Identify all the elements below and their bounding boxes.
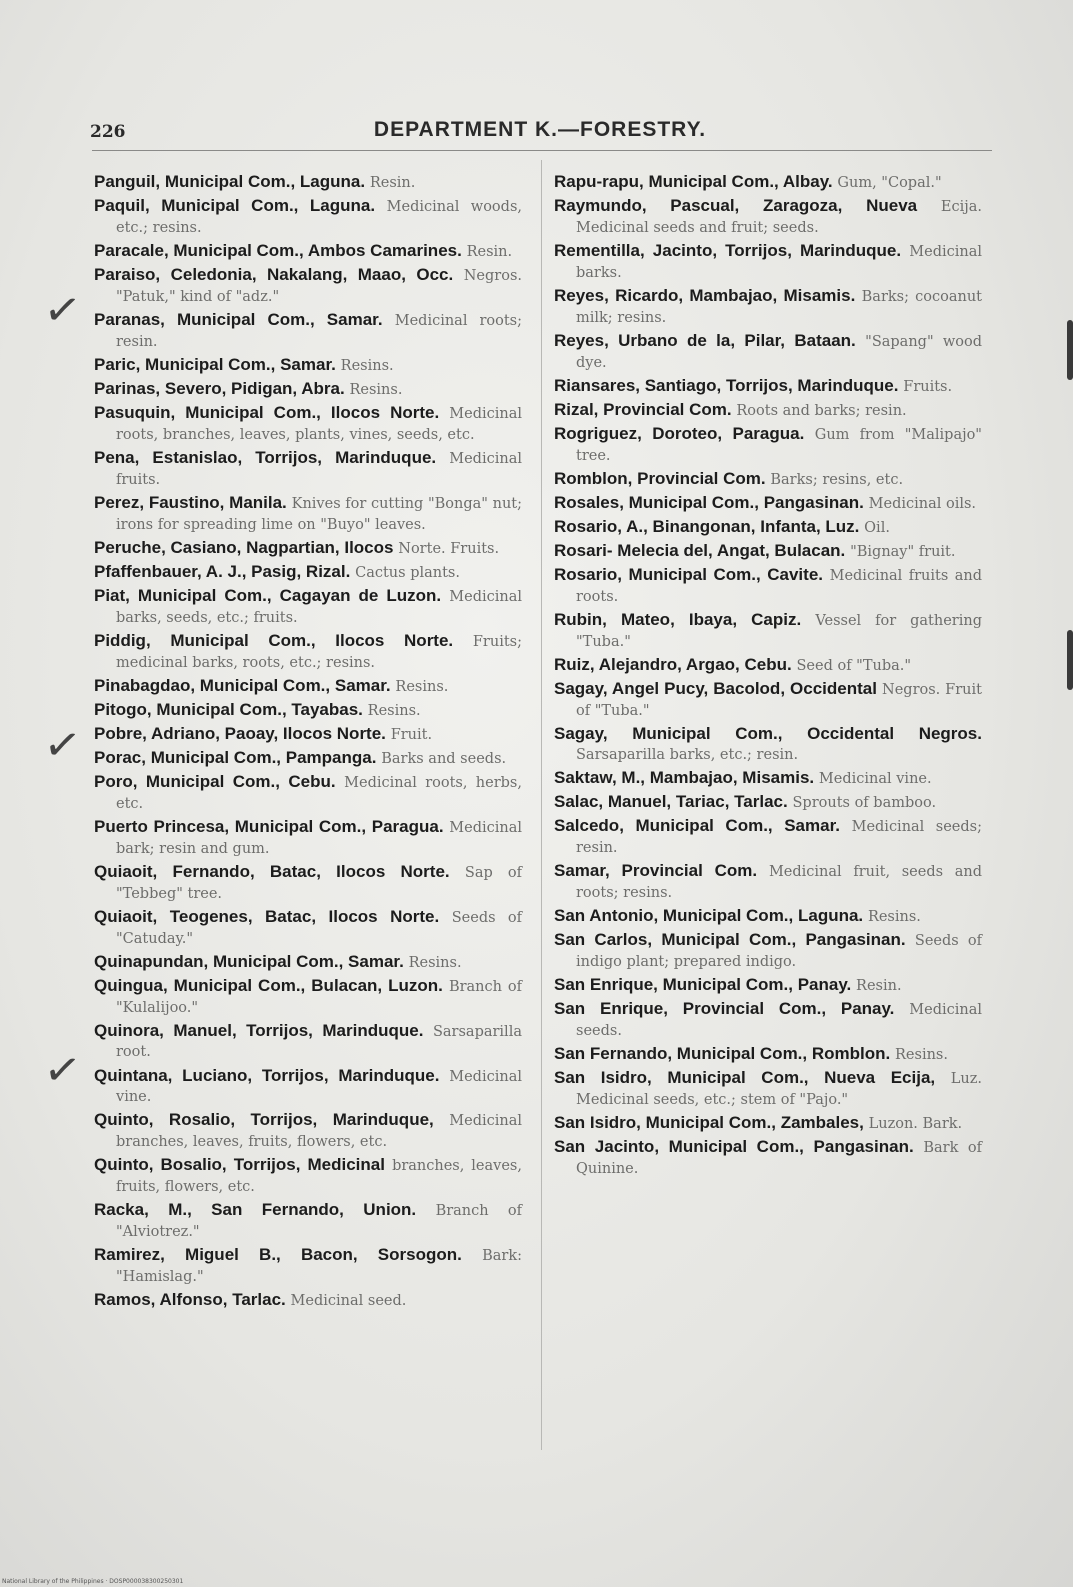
entry-name: Saktaw, M., Mambajao, Misamis. — [554, 767, 815, 787]
index-entry — [94, 538, 522, 560]
page-number: 226 — [90, 122, 126, 142]
entry-description: "Sapang" wood dye. — [576, 333, 982, 371]
entry-name: Peruche, Casiano, Nagpartian, Ilocos — [94, 537, 394, 557]
entry-name: Quiaoit, Teogenes, Batac, Ilocos Norte. — [94, 906, 440, 926]
index-entry — [554, 331, 982, 374]
index-entry — [94, 1021, 522, 1064]
scan-edge-mark — [1067, 630, 1073, 690]
index-entry — [94, 1245, 522, 1288]
index-entry — [94, 310, 522, 353]
entry-name: Quingua, Municipal Com., Bulacan, Luzon. — [94, 975, 443, 995]
index-entry — [554, 241, 982, 284]
entry-description: Medicinal fruits. — [116, 450, 522, 488]
entry-name: Paquil, Municipal Com., Laguna. — [94, 196, 376, 216]
entry-description: Medicinal roots, branches, leaves, plants, vines, seeds, etc. — [116, 406, 522, 443]
entry-description: Medicinal seeds. — [576, 1001, 982, 1039]
entry-name: Racka, M., San Fernando, Union. — [94, 1200, 417, 1220]
entry-description: Medicinal vine. — [116, 1068, 522, 1106]
entry-description: Roots and barks; resin. — [736, 402, 907, 419]
entry-description: Medicinal vine. — [818, 770, 932, 787]
entry-description: Seeds of indigo plant; prepared indigo. — [576, 932, 982, 970]
entry-name: Rosari- Melecia del, Angat, Bulacan. — [554, 541, 846, 561]
index-entry — [94, 772, 522, 815]
entry-name: Rapu-rapu, Municipal Com., Albay. — [554, 172, 833, 191]
index-entry — [554, 861, 982, 904]
index-entry — [554, 469, 982, 491]
entry-name: Reyes, Ricardo, Mambajao, Misamis. — [554, 285, 856, 305]
entry-name: Ramos, Alfonso, Tarlac. — [94, 1289, 286, 1309]
entry-description: Resins. — [349, 381, 403, 398]
entry-name: Paranas, Municipal Com., Samar. — [94, 309, 383, 329]
entry-description: Luz. Medicinal seeds, etc.; stem of "Pajo." — [576, 1070, 982, 1108]
entry-name: Porac, Municipal Com., Pampanga. — [94, 747, 377, 767]
entry-description: Medicinal seed. — [290, 1292, 407, 1309]
entry-name: Sagay, Municipal Com., Occidental Negros. — [554, 723, 982, 743]
index-entry — [554, 1113, 982, 1135]
entry-description: Branch of "Kulalijoo." — [116, 978, 522, 1016]
entry-name: Pobre, Adriano, Paoay, Ilocos Norte. — [94, 723, 386, 743]
index-entry — [554, 724, 982, 766]
index-entry — [554, 792, 982, 814]
entry-description: Branch of "Alviotrez." — [116, 1203, 522, 1240]
page-header — [90, 118, 990, 150]
right-column — [554, 172, 982, 1182]
index-entry — [94, 700, 522, 722]
entry-name: San Jacinto, Municipal Com., Pangasinan. — [554, 1136, 914, 1156]
entry-description: Norte. Fruits. — [398, 540, 500, 557]
index-entry — [554, 400, 982, 422]
entry-description: Sarsaparilla root. — [116, 1023, 522, 1061]
index-entry — [554, 172, 982, 194]
index-entry — [94, 172, 522, 194]
index-entry — [554, 610, 982, 653]
entry-name: Rosales, Municipal Com., Pangasinan. — [554, 492, 864, 512]
entry-description: Bark of Quinine. — [576, 1139, 982, 1177]
entry-name: Samar, Provincial Com. — [554, 860, 758, 880]
entry-description: Seeds of "Catuday." — [116, 909, 522, 947]
entry-name: Puerto Princesa, Municipal Com., Paragua. — [94, 816, 444, 836]
header-rule — [92, 150, 992, 151]
index-entry — [554, 517, 982, 539]
index-entry — [554, 424, 982, 467]
index-entry — [94, 562, 522, 584]
entry-description: Fruits; medicinal barks, roots, etc.; resins. — [116, 633, 522, 671]
index-entry — [554, 541, 982, 563]
entry-name: Rosario, A., Binangonan, Infanta, Luz. — [554, 516, 860, 536]
entry-description: Medicinal roots, herbs, etc. — [116, 775, 522, 812]
entry-description: Medicinal seeds; resin. — [576, 818, 982, 856]
entry-description: Bark: "Hamislag." — [116, 1248, 522, 1285]
left-column — [94, 172, 522, 1314]
entry-name: Rogriguez, Doroteo, Paragua. — [554, 423, 805, 443]
index-entry — [554, 376, 982, 398]
index-entry — [94, 952, 522, 974]
index-entry — [94, 976, 522, 1019]
entry-name: Rementilla, Jacinto, Torrijos, Marinduque. — [554, 240, 902, 260]
index-entry — [94, 1110, 522, 1153]
entry-name: San Isidro, Municipal Com., Nueva Ecija, — [554, 1067, 936, 1087]
entry-name: Panguil, Municipal Com., Laguna. — [94, 172, 366, 191]
entry-description: Barks and seeds. — [381, 750, 507, 767]
entry-name: Rosario, Municipal Com., Cavite. — [554, 565, 823, 585]
entry-name: San Antonio, Municipal Com., Laguna. — [554, 905, 864, 925]
index-entry — [554, 1137, 982, 1180]
entry-description: branches, leaves, fruits, flowers, etc. — [116, 1158, 522, 1196]
entry-description: Barks; resins, etc. — [770, 471, 904, 488]
entry-description: Resin. — [466, 243, 513, 260]
entry-description: Resin. — [369, 175, 416, 191]
index-entry — [554, 493, 982, 515]
entry-name: Perez, Faustino, Manila. — [94, 492, 287, 512]
entry-name: Paraiso, Celedonia, Nakalang, Maao, Occ. — [94, 265, 454, 285]
index-entry — [554, 1068, 982, 1111]
entry-name: San Isidro, Municipal Com., Zambales, — [554, 1112, 864, 1132]
entry-name: Pfaffenbauer, A. J., Pasig, Rizal. — [94, 561, 351, 581]
entry-description: Gum, "Copal." — [837, 175, 942, 191]
entry-name: Sagay, Angel Pucy, Bacolod, Occidental — [554, 678, 877, 698]
entry-description: Medicinal branches, leaves, fruits, flowers, etc. — [116, 1113, 522, 1151]
entry-name: Quiaoit, Fernando, Batac, Ilocos Norte. — [94, 861, 450, 881]
entry-name: Ruiz, Alejandro, Argao, Cebu. — [554, 654, 792, 674]
index-entry — [94, 265, 522, 308]
entry-name: Rubin, Mateo, Ibaya, Capiz. — [554, 610, 802, 629]
entry-name: Quinapundan, Municipal Com., Samar. — [94, 951, 404, 971]
entry-description: Resins. — [340, 357, 394, 374]
index-entry — [94, 448, 522, 491]
entry-name: Paric, Municipal Com., Samar. — [94, 354, 336, 374]
entry-description: Knives for cutting "Bonga" nut; irons for spreading lime on "Buyo" leaves. — [116, 495, 522, 533]
running-title: DEPARTMENT K.—FORESTRY. — [373, 118, 707, 141]
index-entry — [94, 676, 522, 698]
entry-description: Sprouts of bamboo. — [792, 794, 937, 811]
entry-name: Quinto, Rosalio, Torrijos, Marinduque, — [94, 1110, 434, 1130]
entry-description: Medicinal woods, etc.; resins. — [116, 199, 522, 236]
entry-name: Quintana, Luciano, Torrijos, Marinduque. — [94, 1065, 440, 1085]
entry-name: Piat, Municipal Com., Cagayan de Luzon. — [94, 585, 442, 605]
index-entry — [94, 631, 522, 674]
index-entry — [554, 655, 982, 677]
entry-description: Resins. — [395, 678, 449, 695]
index-entry — [94, 1155, 522, 1198]
entry-name: Pitogo, Municipal Com., Tayabas. — [94, 699, 363, 719]
entry-description: Resins. — [367, 702, 421, 719]
entry-description: Medicinal barks. — [576, 243, 982, 281]
entry-name: Quinora, Manuel, Torrijos, Marinduque. — [94, 1020, 424, 1040]
entry-name: Reyes, Urbano de la, Pilar, Bataan. — [554, 330, 856, 350]
index-entry — [554, 999, 982, 1042]
entry-description: Barks; cocoanut milk; resins. — [576, 288, 982, 326]
index-entry — [94, 907, 522, 950]
entry-description: Resins. — [867, 908, 921, 925]
entry-description: Ecija. Medicinal seeds and fruit; seeds. — [576, 199, 982, 236]
entry-name: San Enrique, Provincial Com., Panay. — [554, 998, 895, 1018]
index-entry — [554, 1044, 982, 1066]
scan-edge-mark — [1067, 320, 1073, 380]
entry-description: Gum from "Malipajo" tree. — [576, 426, 982, 464]
index-entry — [554, 816, 982, 859]
entry-name: Salac, Manuel, Tariac, Tarlac. — [554, 791, 788, 811]
entry-description: Medicinal barks, seeds, etc.; fruits. — [116, 588, 522, 626]
entry-description: Sarsaparilla barks, etc.; resin. — [576, 746, 799, 763]
entry-name: Rizal, Provincial Com. — [554, 399, 732, 419]
entry-description: Medicinal bark; resin and gum. — [116, 819, 522, 857]
index-entry — [94, 862, 522, 905]
index-entry — [94, 748, 522, 770]
index-entry — [94, 724, 522, 746]
entry-description: Medicinal fruits and roots. — [576, 568, 982, 605]
index-entry — [554, 768, 982, 790]
entry-description: Medicinal roots; resin. — [116, 312, 522, 350]
index-entry — [94, 355, 522, 377]
entry-description: Cactus plants. — [355, 564, 460, 581]
entry-name: San Enrique, Municipal Com., Panay. — [554, 974, 852, 994]
index-entry — [94, 379, 522, 401]
index-entry — [554, 906, 982, 928]
entry-description: Resin. — [856, 977, 902, 994]
entry-description: Sap of "Tebbeg" tree. — [116, 864, 522, 902]
entry-name: Pinabagdao, Municipal Com., Samar. — [94, 675, 391, 695]
column-divider — [541, 160, 542, 1450]
entry-name: Parinas, Severo, Pidigan, Abra. — [94, 378, 345, 398]
index-entry — [554, 679, 982, 722]
entry-description: Medicinal fruit, seeds and roots; resins. — [576, 863, 983, 901]
entry-name: San Fernando, Municipal Com., Romblon. — [554, 1043, 891, 1063]
entry-description: Luzon. Bark. — [868, 1115, 963, 1132]
entry-name: Riansares, Santiago, Torrijos, Marinduque. — [554, 375, 899, 395]
entry-description: Seed of "Tuba." — [796, 657, 912, 674]
entry-description: Negros. Fruit of "Tuba." — [576, 681, 982, 719]
index-entry — [554, 975, 982, 997]
entry-description: Negros. "Patuk," kind of "adz." — [116, 268, 522, 305]
entry-description: Resins. — [895, 1046, 948, 1063]
entry-description: Fruits. — [903, 378, 953, 395]
index-entry — [94, 1200, 522, 1243]
entry-name: Raymundo, Pascual, Zaragoza, Nueva — [554, 196, 918, 216]
index-entry — [554, 930, 982, 973]
index-entry — [94, 1290, 522, 1312]
index-entry — [94, 817, 522, 860]
checkmark-icon: ✓ — [40, 282, 85, 339]
entry-description: Fruit. — [390, 726, 433, 743]
entry-description: Oil. — [864, 519, 890, 536]
entry-description: Resins. — [408, 954, 462, 971]
entry-description: Medicinal oils. — [868, 495, 977, 512]
index-entry — [554, 196, 982, 239]
index-entry — [94, 241, 522, 263]
entry-description: "Bignay" fruit. — [850, 544, 956, 561]
entry-name: Romblon, Provincial Com. — [554, 468, 766, 488]
index-entry — [554, 565, 982, 608]
index-entry — [94, 1066, 522, 1109]
entry-name: San Carlos, Municipal Com., Pangasinan. — [554, 929, 906, 949]
index-entry — [94, 196, 522, 239]
entry-name: Salcedo, Municipal Com., Samar. — [554, 815, 840, 835]
entry-name: Poro, Municipal Com., Cebu. — [94, 772, 336, 792]
index-entry — [554, 286, 982, 329]
entry-name: Ramirez, Miguel B., Bacon, Sorsogon. — [94, 1245, 462, 1265]
entry-name: Quinto, Bosalio, Torrijos, Medicinal — [94, 1155, 385, 1175]
checkmark-icon: ✓ — [40, 717, 85, 774]
checkmark-icon: ✓ — [40, 1042, 85, 1099]
scan-footer: National Library of the Philippines · DOSP000038300250301 — [2, 1578, 184, 1585]
index-entry — [94, 586, 522, 629]
entry-name: Pena, Estanislao, Torrijos, Marinduque. — [94, 447, 437, 467]
entry-description: Vessel for gathering "Tuba." — [576, 613, 982, 650]
entry-name: Pasuquin, Municipal Com., Ilocos Norte. — [94, 403, 440, 423]
entry-name: Paracale, Municipal Com., Ambos Camarines. — [94, 240, 462, 260]
index-entry — [94, 493, 522, 536]
index-entry — [94, 403, 522, 446]
entry-name: Piddig, Municipal Com., Ilocos Norte. — [94, 630, 454, 650]
